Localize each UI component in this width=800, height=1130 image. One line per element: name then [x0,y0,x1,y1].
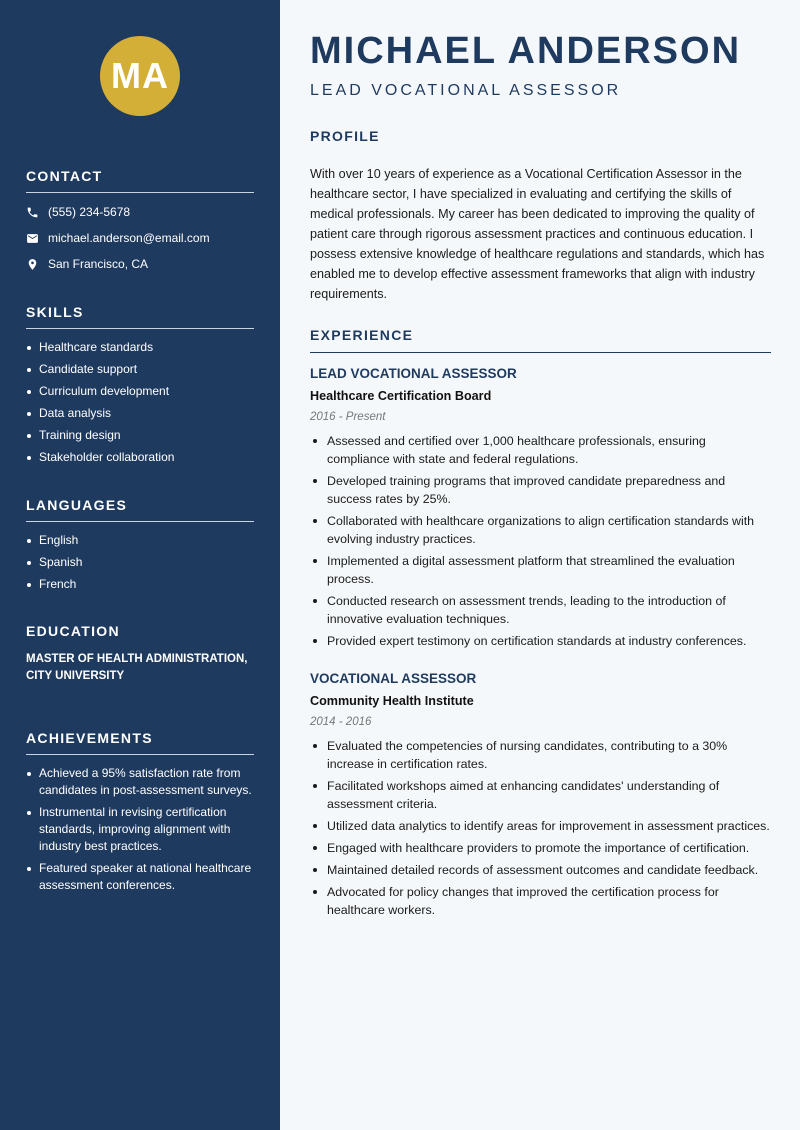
language-item: French [26,576,254,593]
profile-heading: PROFILE [310,128,380,144]
job-bullet: Developed training programs that improved candidate preparedness and success rates by 25%. [310,472,771,508]
job-bullet: Advocated for policy changes that improved the certification process for healthcare workers. [310,883,771,919]
job-bullets [310,737,771,919]
job-bullet: Facilitated workshops aimed at enhancing candidates' understanding of assessment criteria. [310,777,771,813]
job-title: VOCATIONAL ASSESSOR [310,671,477,686]
contact-location [26,251,254,277]
skills-list [26,339,254,466]
candidate-name: MICHAEL ANDERSON [310,30,742,72]
job-bullet: Evaluated the competencies of nursing candidates, contributing to a 30% increase in certification rates. [310,737,771,773]
skill-item: Data analysis [26,405,254,422]
job-bullet: Assessed and certified over 1,000 healthcare professionals, ensuring compliance with state and federal regulations. [310,432,771,468]
job-dates: 2016 - Present [310,411,386,423]
email-icon [26,232,39,245]
language-item: English [26,532,254,549]
education-section [26,623,254,685]
job-bullets [310,432,771,650]
education-heading: EDUCATION [26,623,120,639]
contact-heading: CONTACT [26,168,254,193]
job-entry [310,366,771,654]
phone-icon [26,206,39,219]
avatar: MA [100,36,180,116]
languages-heading: LANGUAGES [26,497,254,522]
skills-heading: SKILLS [26,304,254,329]
contact-phone[interactable] [26,199,254,225]
achievement-item: Achieved a 95% satisfaction rate from candidates in post-assessment surveys. [26,765,254,799]
experience-heading: EXPERIENCE [310,327,771,353]
achievement-item: Instrumental in revising certification standards, improving alignment with industry best practices. [26,804,254,855]
skill-item: Curriculum development [26,383,254,400]
job-company: Healthcare Certification Board [310,389,492,403]
job-company: Community Health Institute [310,694,474,708]
achievements-heading: ACHIEVEMENTS [26,730,254,755]
contact-section [26,168,254,277]
achievements-list [26,765,254,894]
education-degree: MASTER OF HEALTH ADMINISTRATION, CITY UNIVERSITY [26,653,248,682]
job-bullet: Provided expert testimony on certification standards at industry conferences. [310,632,771,650]
job-entry [310,671,771,923]
skill-item: Training design [26,427,254,444]
contact-email-text: michael.anderson@email.com [48,231,210,245]
contact-phone-text: (555) 234-5678 [48,205,131,219]
candidate-headline: LEAD VOCATIONAL ASSESSOR [310,82,622,99]
skill-item: Healthcare standards [26,339,254,356]
languages-list [26,532,254,593]
achievement-item: Featured speaker at national healthcare assessment conferences. [26,860,254,894]
job-bullet: Engaged with healthcare providers to promote the importance of certification. [310,839,771,857]
job-title: LEAD VOCATIONAL ASSESSOR [310,366,517,381]
achievements-section [26,730,254,899]
job-bullet: Conducted research on assessment trends, leading to the introduction of innovative evaluation techniques. [310,592,771,628]
profile-text: With over 10 years of experience as a Vocational Certification Assessor in the healthcare sector, I have specialized in evaluating and certifying the skills of medical professionals. My career has been dedicated to improving the quality of patient care through rigorous assessment practices and continuous education. I possess extensive knowledge of healthcare regulations and standards, which has enabled me to develop effective assessment frameworks that align with industry requirements. [310,167,765,301]
contact-email[interactable] [26,225,254,251]
contact-location-text: San Francisco, CA [48,257,149,271]
skills-section [26,304,254,471]
job-bullet: Implemented a digital assessment platform that streamlined the evaluation process. [310,552,771,588]
sidebar [0,0,280,1130]
skill-item: Candidate support [26,361,254,378]
skill-item: Stakeholder collaboration [26,449,254,466]
location-icon [26,258,39,271]
language-item: Spanish [26,554,254,571]
job-dates: 2014 - 2016 [310,716,372,728]
job-bullet: Maintained detailed records of assessment outcomes and candidate feedback. [310,861,771,879]
job-bullet: Collaborated with healthcare organizations to align certification standards with evolving industry practices. [310,512,771,548]
job-bullet: Utilized data analytics to identify areas for improvement in assessment practices. [310,817,771,835]
languages-section [26,497,254,598]
